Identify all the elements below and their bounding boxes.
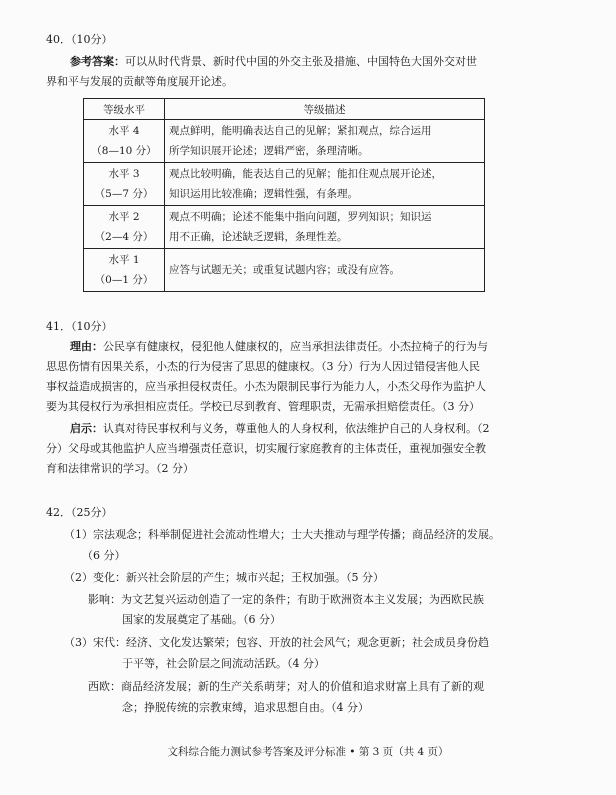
q42-line: （3）宋代：经济、文化发达繁荣；包容、开放的社会风气；观念更新；社会成员身份趋 (64, 636, 489, 649)
q41-insight-label: 启示： (70, 422, 103, 435)
col-desc-header: 等级描述 (165, 99, 485, 120)
q42-line: 国家的发展奠定了基础。（6 分） (122, 613, 281, 626)
q40-answer-text1: 可以从时代背景、新时代中国的外交主张及措施、中国特色大国外交对世 (125, 55, 477, 68)
desc-cell: 观点鲜明，能明确表达自己的见解；紧扣观点，综合运用 所学知识展开论述；逻辑严密，条理清晰。 (165, 120, 485, 163)
table-row (84, 249, 485, 292)
q41-insight-line1: 启示：认真对待民事权利与义务，尊重他人的人身权利，依法维护自己的人身权利。（2 (70, 422, 490, 435)
q40-answer-line2: 界和平与发展的贡献等角度展开论述。 (46, 75, 233, 88)
table-row (84, 163, 485, 206)
page-footer: 文科综合能力测试参考答案及评分标准 • 第 3 页（共 4 页） (167, 746, 449, 758)
q42-line: （1）宗法观念；科举制促进社会流动性增大；士大夫推动与理学传播；商品经济的发展。 (64, 528, 500, 541)
table-row (84, 206, 485, 249)
q40-answer-line1 (70, 55, 477, 69)
level-cell: 水平 3 （5—7 分） (84, 163, 165, 206)
q41-reason-line4: 要为其侵权行为承担相应责任。学校已尽到教育、管理职责，无需承担赔偿责任。（3 分） (46, 400, 480, 413)
level-cell: 水平 2 （2—4 分） (84, 206, 165, 249)
col-level-header: 等级水平 (84, 99, 165, 120)
q40-heading: 40．（10分） (46, 33, 113, 46)
desc-cell: 应答与试题无关；或重复试题内容；或没有应答。 (165, 249, 485, 292)
q42-line: 于平等，社会阶层之间流动活跃。（4 分） (122, 657, 325, 670)
q41-heading: 41．（10分） (46, 320, 113, 333)
level-cell: 水平 4 （8—10 分） (84, 120, 165, 163)
q42-line: （2）变化：新兴社会阶层的产生；城市兴起；王权加强。（5 分） (64, 571, 384, 584)
q41-reason-line1: 理由：公民享有健康权，侵犯他人健康权的，应当承担法律责任。小杰拉椅子的行为与 (70, 340, 488, 353)
q41-reason-line3: 事权益造成损害的，应当承担侵权责任。小杰为限制民事行为能力人，小杰父母作为监护人 (46, 380, 486, 393)
q42-line: 西欧：商品经济发展；新的生产关系萌芽；对人的价值和追求财富上具有了新的观 (88, 680, 484, 693)
q41-insight-line3: 育和法律常识的学习。（2 分） (46, 462, 194, 475)
desc-cell: 观点比较明确，能表达自己的见解；能扣住观点展开论述， 知识运用比较准确；逻辑性强，有条理。 (165, 163, 485, 206)
q42-line: 影响：为文艺复兴运动创造了一定的条件；有助于欧洲资本主义发展；为西欧民族 (88, 593, 484, 606)
table-header-row (84, 99, 485, 120)
q41-reason-line2: 思思伤情有因果关系，小杰的行为侵害了思思的健康权。（3 分）行为人因过错侵害他人民 (46, 360, 480, 373)
level-cell: 水平 1 （0—1 分） (84, 249, 165, 292)
q41-reason-label: 理由： (70, 340, 103, 353)
q42-heading: 42．（25分） (46, 506, 113, 519)
desc-cell: 观点不明确；论述不能集中指向问题，罗列知识；知识运 用不正确，论述缺乏逻辑，条理性差。 (165, 206, 485, 249)
table-row (84, 120, 485, 163)
grading-table (83, 98, 485, 292)
q42-line: （6 分） (82, 549, 126, 562)
q41-insight-line2: 分）父母或其他监护人应当增强责任意识，切实履行家庭教育的主体责任，重视加强安全教 (46, 442, 486, 455)
q42-line: 念；挣脱传统的宗教束缚，追求思想自由。（4 分） (122, 701, 369, 714)
q40-answer-label: 参考答案： (70, 55, 125, 68)
